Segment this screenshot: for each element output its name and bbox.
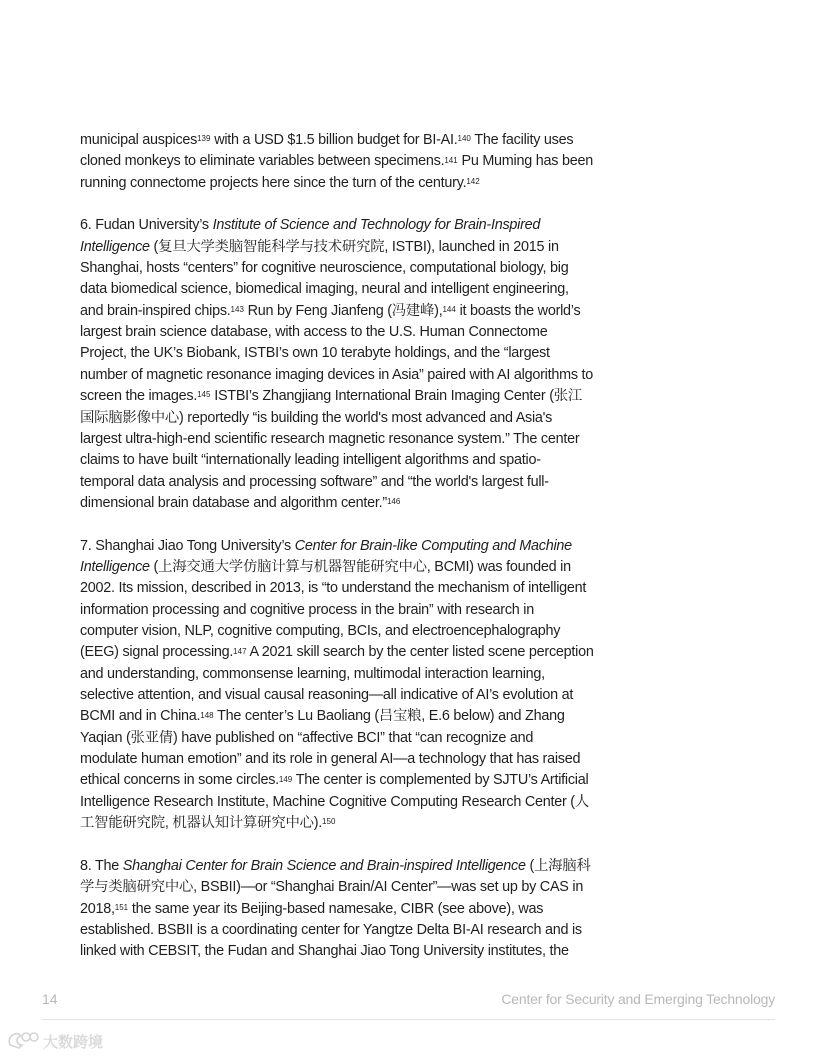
paragraph-continuation — [80, 130, 594, 194]
text-run: The center’s Lu Baoliang (吕宝粮, E.6 below) and Zhang Yaqian (张亚倩) have published on “affective BCI” that “can recognize and modulate human emotion” and its role in general AI—a technology that has raised ethical concerns in some circles. — [80, 708, 581, 789]
text-run: A 2021 skill search by the center listed scene perception and understanding, commonsense learning, multimodal interaction learning, selective attention, and visual causal reasoning—all indicative of AI’s evolution at BCMI and in China. — [80, 644, 594, 725]
footnote-ref[interactable]: 147 — [233, 646, 247, 656]
footnote-ref[interactable]: 149 — [278, 774, 293, 784]
page-number: 14 — [42, 991, 58, 1007]
footnote-ref[interactable]: 143 — [230, 305, 244, 314]
paragraph-sjtu-bcmi — [80, 536, 594, 835]
institute-name: Center for Brain-like Computing and Machine Intelligence — [80, 537, 572, 575]
text-run: ISTBI’s Zhangjiang International Brain Imaging Center (张江国际脑影像中心) reportedly “is building the world's most advanced and Asia's largest ultra-high-end scientific research magnetic resonance system.” The center claims to have built “internationally leading intelligent algorithms and spatio-temporal data analysis and processing software” and “the world's largest full-dimensional brain database and algorithm center.” — [80, 388, 583, 511]
text-run: with a USD $1.5 billion budget for BI-AI. — [210, 132, 458, 148]
text-run: 7. Shanghai Jiao Tong University’s — [80, 537, 295, 554]
text-run: (上海交通大学仿脑计算与机器智能研究中心, BCMI) was founded in 2002. Its mission, described in 2013, is “to understand the mechanism of intelligent information processing and cognitive process in the brain” with research in computer vision, NLP, cognitive computing, BCIs, and electroencephalography (EEG) signal processing. — [80, 558, 587, 661]
footnote-ref[interactable]: 141 — [444, 155, 458, 165]
footnote-ref[interactable]: 145 — [197, 390, 211, 400]
footnote-ref[interactable]: 139 — [197, 134, 211, 144]
text-run: Pu Muming has been running connectome projects here since the turn of the century. — [80, 153, 593, 191]
paragraph-fudan-istbi — [80, 215, 594, 514]
bubble-logo-icon — [7, 1031, 39, 1051]
text-run: municipal auspices — [80, 132, 198, 148]
institute-name: Institute of Science and Technology for Brain-Inspired Intelligence — [80, 217, 541, 255]
footnote-ref[interactable]: 150 — [322, 817, 336, 827]
text-run: The center is complemented by SJTU’s Artificial Intelligence Research Institute, Machine Cognitive Computing Research Center (人工智能研究院, 机器认知计算研究中心). — [80, 772, 589, 832]
footer-title: Center for Security and Emerging Technology — [501, 991, 775, 1007]
watermark — [7, 1030, 103, 1052]
text-run: Run by Feng Jianfeng (冯建峰), — [243, 302, 443, 319]
text-run: The facility uses cloned monkeys to eliminate variables between specimens. — [80, 132, 574, 170]
watermark-text: 大数跨境 — [43, 1033, 104, 1051]
institute-name: Shanghai Center for Brain Science and Brain-inspired Intelligence — [122, 857, 526, 874]
footnote-ref[interactable]: 140 — [457, 134, 471, 144]
footnote-ref[interactable]: 144 — [442, 305, 456, 314]
footnote-ref[interactable]: 146 — [386, 497, 401, 507]
paragraph-shanghai-bsbii — [80, 856, 594, 963]
text-run: the same year its Beijing-based namesake, CIBR (see above), was established. BSBII is a coordinating center for Yangtze Delta BI-AI research and is linked with CEBSIT, the Fudan and Shanghai Jiao Tong University institutes, the — [80, 900, 582, 960]
text-run: 6. Fudan University’s — [80, 217, 213, 234]
text-run: 8. The — [80, 857, 123, 874]
footnote-ref[interactable]: 151 — [114, 902, 129, 912]
footer-divider — [42, 1019, 775, 1020]
footnote-ref[interactable]: 142 — [466, 176, 480, 186]
footnote-ref[interactable]: 148 — [200, 710, 214, 720]
text-run: it boasts the world’s largest brain science database, with access to the U.S. Human Connectome Project, the UK’s Biobank, ISTBI’s own 10 terabyte holdings, and the “largest number of magnetic resonance imaging devices in Asia” paired with AI algorithms to screen the images. — [80, 302, 594, 405]
text-run: (复旦大学类脑智能科学与技术研究院, ISTBI), launched in 2015 in Shanghai, hosts “centers” for cognitive neuroscience, computational biology, big data biomedical science, biomedical imaging, neural and intelligent engineering, and brain-inspired chips. — [80, 238, 569, 319]
text-run: (上海脑科学与类脑研究中心, BSBII)—or “Shanghai Brain/AI Center”—was set up by CAS in 2018, — [80, 857, 591, 917]
body-text — [80, 130, 594, 984]
